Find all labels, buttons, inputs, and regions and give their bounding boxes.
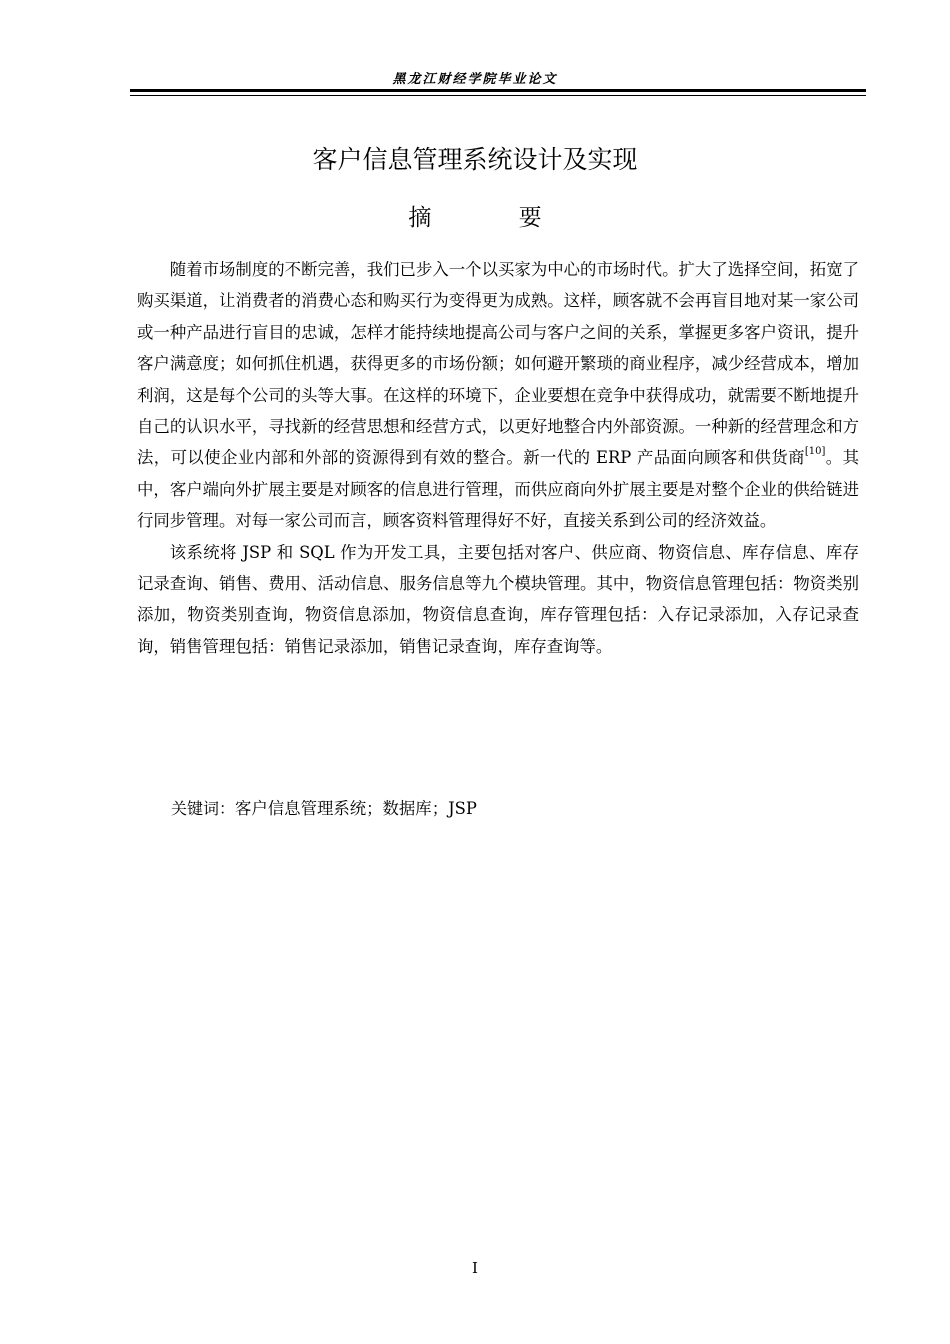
citation-ref: [10] — [804, 446, 826, 458]
running-header: 黑龙江财经学院毕业论文 — [392, 72, 558, 87]
page-number: I — [472, 1259, 478, 1277]
paragraph-1-text-a: 随着市场制度的不断完善，我们已步入一个以买家为中心的市场时代。扩大了选择空间，拓宽了购买渠道，让消费者的消费心态和购买行为变得更为成熟。这样，顾客就不会再盲目地对某一家公司或一种产品进行盲目的忠诚，怎样才能持续地提高公司与客户之间的关系，掌握更多客户资讯，提升客户满意度；如何抓住机遇，获得更多的市场份额；如何避开繁琐的商业程序，减少经营成本，增加利润，这是每个公司的头等大事。在这样的环境下，企业要想在竞争中获得成功，就需要不断地提升自己的认识水平，寻找新的经营思想和经营方式，以更好地整合内外部资源。一种新的经营理念和方法，可以使企业内部和外部的资源得到有效的整合。新一代的 ERP 产品面向顾客和供货商 — [137, 260, 859, 468]
abstract-body — [137, 254, 859, 662]
keywords-value: 客户信息管理系统；数据库；JSP — [235, 799, 477, 818]
abstract-heading: 摘 要 — [408, 205, 582, 231]
abstract-paragraph-1 — [137, 254, 859, 537]
header-rule-thick — [130, 89, 866, 92]
keywords-label: 关键词： — [171, 799, 236, 818]
header-rule-thin — [130, 95, 866, 96]
abstract-paragraph-2: 该系统将 JSP 和 SQL 作为开发工具，主要包括对客户、供应商、物资信息、库存信息、库存记录查询、销售、费用、活动信息、服务信息等九个模块管理。其中，物资信息管理包括：物资类别添加，物资类别查询，物资信息添加，物资信息查询，库存管理包括：入存记录添加，入存记录查询，销售管理包括：销售记录添加，销售记录查询，库存查询等。 — [137, 542, 859, 656]
paragraph-1-text-b: 。其中，客户端向外扩展主要是对顾客的信息进行管理，而供应商向外扩展主要是对整个企业的供给链进行同步管理。对每一家公司而言，顾客资料管理得好不好，直接关系到公司的经济效益。 — [137, 448, 859, 531]
keywords-line — [171, 795, 477, 819]
thesis-title: 客户信息管理系统设计及实现 — [312, 145, 638, 174]
